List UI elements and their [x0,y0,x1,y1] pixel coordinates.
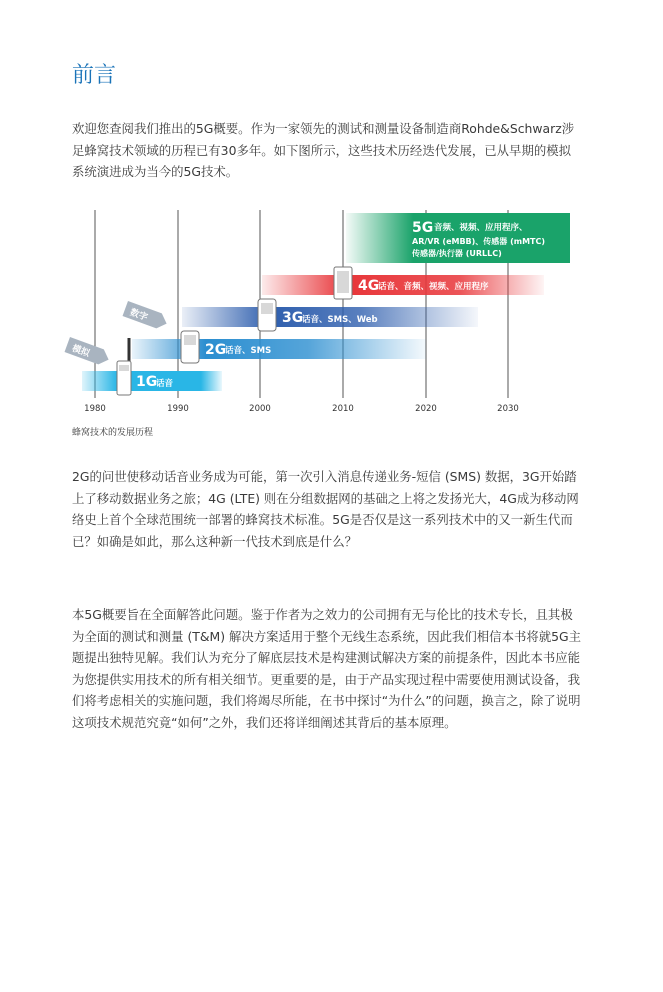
bar-5g-gen: 5G [412,220,434,236]
bar-2g-desc: 话音、SMS [225,346,272,356]
digital-label: 数字 [128,307,149,324]
digital-arrow [123,301,170,331]
bar-1g-desc: 话音 [156,379,174,389]
bar-4g-gen: 4G [358,278,380,294]
bar-2g [132,339,426,359]
intro-paragraph-2: 2G的问世使移动话音业务成为可能，第一次引入消息传递业务-短信 (SMS) 数据，3G开始踏上了移动数据业务之旅；4G (LTE) 则在分组数据网的基础之上将之发扬光大，4G成为移动网络史上首个全球范围统一部署的蜂窝技术标准。5G是否仅是这一系列技术中的又一新生代而已？如确是如此，那么这种新一代技术到底是什么？ [72,469,579,549]
bar-5g-desc-3: 传感器/执行器 (URLLC) [412,249,502,258]
page-title: 前言 [72,63,117,88]
cellular-evolution-figure [62,205,582,420]
figure-caption: 蜂窝技术的发展历程 [72,428,154,438]
bar-3g-gen: 3G [282,310,304,326]
bar-5g-desc-1: 音频、视频、应用程序、 [434,223,528,233]
intro-paragraph-3: 本5G概要旨在全面解答此问题。鉴于作者为之效力的公司拥有无与伦比的技术专长，且其极为全面的测试和测量 (T&M) 解决方案适用于整个无线生态系统，因此我们相信本书将就5G主题提出独特见解。我们认为充分了解底层技术是构建测试解决方案的前提条件，因此本书应能为您提供实用技术的所有相关细节。更重要的是，由于产品实现过程中需要使用测试设备，我们将考虑相关的实施问题，我们将竭尽所能，在书中探讨“为什么”的问题，换言之，除了说明这项技术规范究竟“如何”之外，我们还将详细阐述其背后的基本原理。 [72,607,582,730]
year-label: 1980 [84,404,106,414]
year-label: 2000 [249,404,271,414]
year-label: 1990 [167,404,189,414]
bar-2g-gen: 2G [205,342,227,358]
bar-3g-desc: 话音、SMS、Web [302,315,378,325]
year-label: 2020 [415,404,437,414]
bar-5g-desc-2: AR/VR (eMBB)、传感器 (mMTC) [412,237,546,246]
year-label: 2010 [332,404,354,414]
analog-arrow [65,337,112,367]
year-label: 2030 [497,404,519,414]
bar-1g-gen: 1G [136,374,158,390]
analog-label: 模拟 [70,343,91,360]
intro-paragraph-1: 欢迎您查阅我们推出的5G概要。作为一家领先的测试和测量设备制造商Rohde&Schwarz涉足蜂窝技术领域的历程已有30多年。如下图所示，这些技术历经迭代发展，已从早期的模拟系统演进成为当今的5G技术。 [72,121,575,179]
bar-4g-desc: 话音、音频、视频、应用程序 [378,282,489,292]
